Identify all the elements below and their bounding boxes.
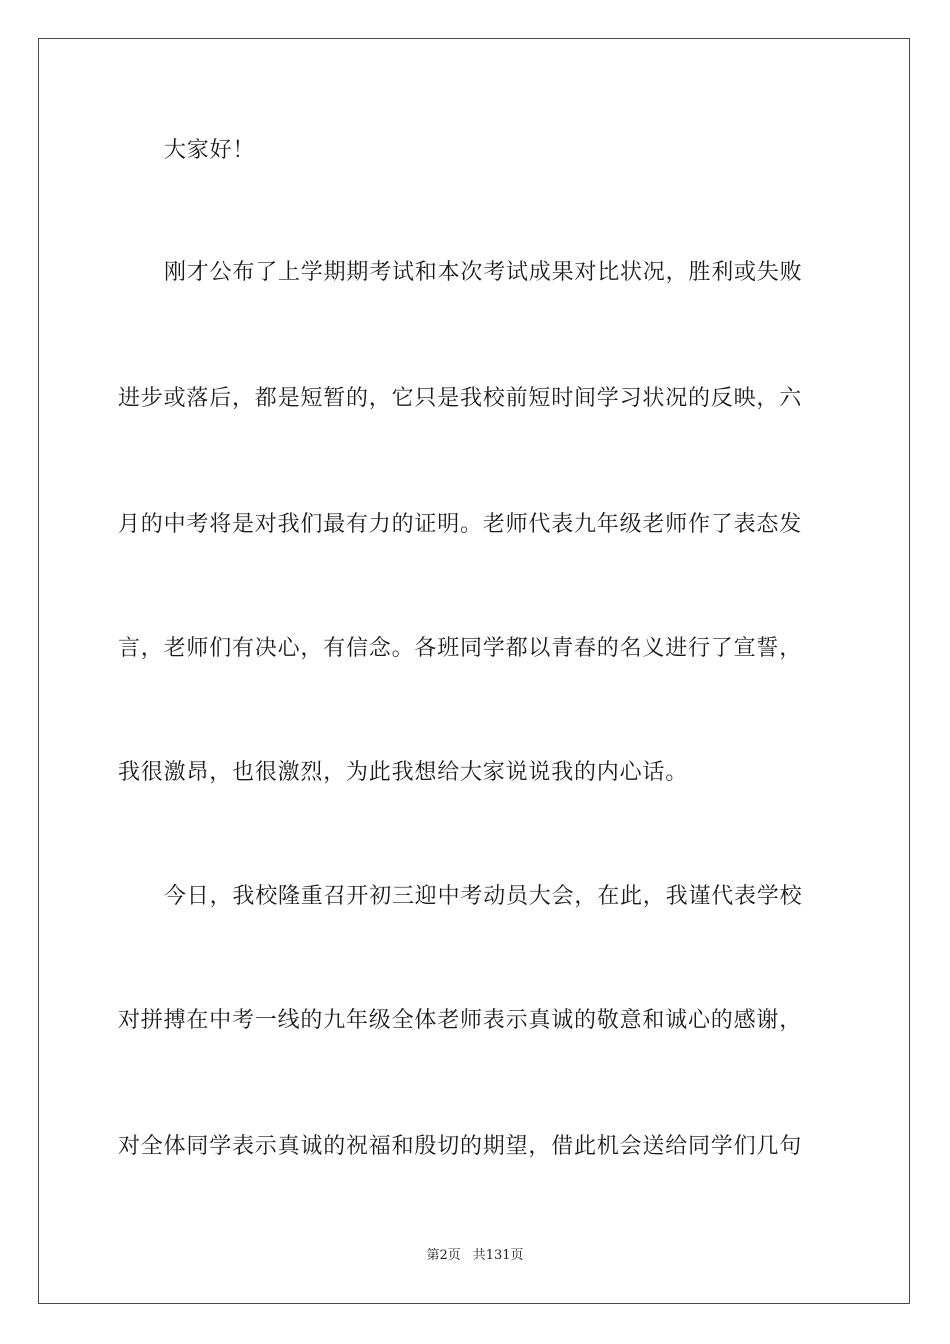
paragraph-line: 对全体同学表示真诚的祝福和殷切的期望，借此机会送给同学们几句 (118, 1134, 803, 1159)
paragraph-line: 我很激昂，也很激烈，为此我想给大家说说我的内心话。 (118, 760, 689, 785)
page-footer (0, 1247, 950, 1265)
paragraph-line: 进步或落后，都是短暂的，它只是我校前短时间学习状况的反映，六 (118, 386, 803, 411)
page-border (38, 38, 910, 1304)
paragraph-line: 对拼搏在中考一线的九年级全体老师表示真诚的敬意和诚心的感谢， (118, 1008, 803, 1033)
paragraph-line: 月的中考将是对我们最有力的证明。老师代表九年级老师作了表态发 (118, 512, 803, 537)
paragraph-line: 今日，我校隆重召开初三迎中考动员大会，在此，我谨代表学校 (164, 884, 803, 909)
page-total: 共131页 (472, 1248, 524, 1263)
paragraph-line: 言，老师们有决心，有信念。各班同学都以青春的名义进行了宣誓， (118, 636, 803, 661)
paragraph-line: 大家好！ (164, 138, 256, 163)
paragraph-line: 刚才公布了上学期期考试和本次考试成果对比状况，胜利或失败 (164, 260, 803, 285)
page-number: 第2页 (426, 1248, 461, 1263)
